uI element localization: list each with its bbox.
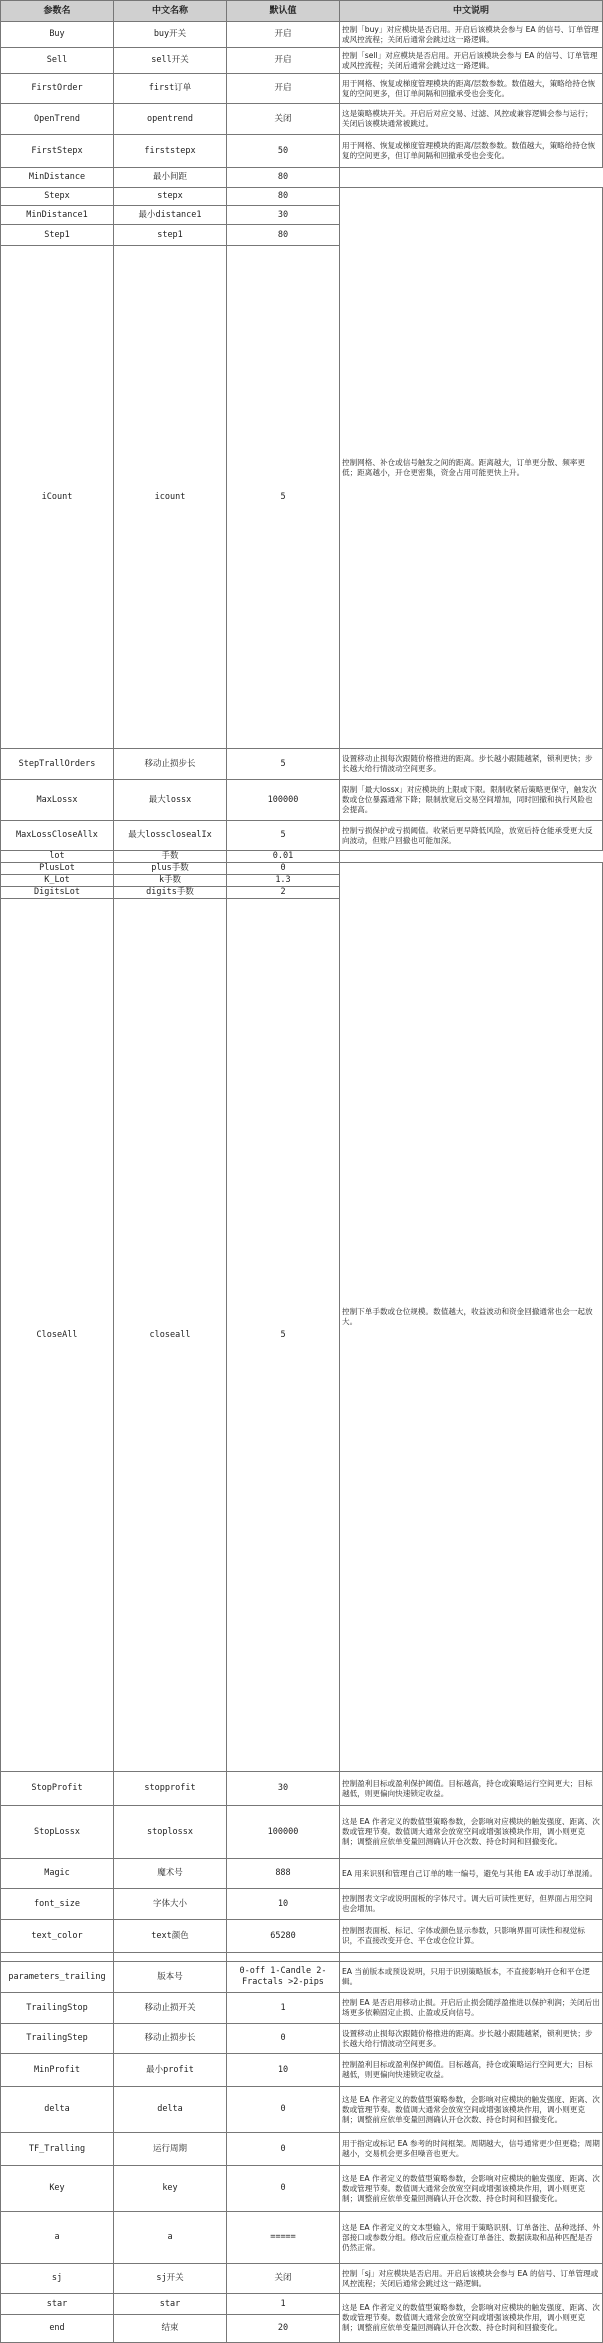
table-row [1, 2087, 603, 2133]
header-row [1, 1, 603, 22]
default-value-cell: 1 [227, 1993, 340, 2024]
default-value-cell: 1 [227, 2294, 340, 2315]
table-row [1, 2054, 603, 2087]
param-name-cell: Sell [1, 48, 114, 74]
param-name-cell: StopProfit [1, 1772, 114, 1806]
default-value-cell: 30 [227, 206, 340, 225]
chinese-name-cell: star [114, 2294, 227, 2315]
param-name-cell: PlusLot [1, 863, 114, 875]
description-cell: 控制网格、补仓或信号触发之间的距离。距离越大，订单更分散、频率更低；距离越小，开仓更密集，资金占用可能更快上升。 [340, 188, 603, 749]
chinese-name-cell: sj开关 [114, 2264, 227, 2294]
chinese-name-cell: buy开关 [114, 22, 227, 48]
chinese-name-cell: delta [114, 2087, 227, 2133]
description-cell: 用于网格、恢复或梯度管理模块的距离/层数参数。数值越大，策略给持仓恢复的空间更多，但订单间隔和回撤承受也会变化。 [340, 74, 603, 104]
default-value-cell: 0 [227, 2024, 340, 2054]
param-name-cell: MinProfit [1, 2054, 114, 2087]
param-name-cell: end [1, 2315, 114, 2343]
param-name-cell: a [1, 2212, 114, 2264]
description-cell: 这是 EA 作者定义的数值型策略参数，会影响对应模块的触发强度、距离、次数或管理节奏。数值调大通常会放宽空间或增强该模块作用，调小则更克制；调整前应依单变量回测确认开仓次数、持仓时间和回撤变化。 [340, 2166, 603, 2212]
param-name-cell: Magic [1, 1859, 114, 1889]
default-value-cell: 开启 [227, 48, 340, 74]
table-row [1, 1889, 603, 1920]
header-chinese-name: 中文名称 [114, 1, 227, 22]
chinese-name-cell: 结束 [114, 2315, 227, 2343]
param-name-cell: lot [1, 851, 114, 863]
table-row [1, 2166, 603, 2212]
chinese-name-cell: opentrend [114, 104, 227, 135]
param-name-cell: delta [1, 2087, 114, 2133]
default-value-cell: 0 [227, 2087, 340, 2133]
param-name-cell: StopLossx [1, 1806, 114, 1859]
description-cell: 设置移动止损每次跟随价格推进的距离。步长越小跟随越紧，锁利更快；步长越大给行情波动空间更多。 [340, 749, 603, 780]
param-name-cell: CloseAll [1, 899, 114, 1772]
header-default-value: 默认值 [227, 1, 340, 22]
table-row [1, 2133, 603, 2166]
param-name-cell: MaxLossx [1, 780, 114, 821]
description-cell: 这是 EA 作者定义的数值型策略参数，会影响对应模块的触发强度、距离、次数或管理节奏。数值调大通常会放宽空间或增强该模块作用，调小则更克制；调整前应依单变量回测确认开仓次数、持仓时间和回撤变化。 [340, 1806, 603, 1859]
default-value-cell [227, 1953, 340, 1962]
chinese-name-cell: key [114, 2166, 227, 2212]
default-value-cell: 100000 [227, 780, 340, 821]
default-value-cell: 10 [227, 1889, 340, 1920]
table-row [1, 188, 603, 206]
table-row [1, 1920, 603, 1953]
chinese-name-cell: stepx [114, 188, 227, 206]
default-value-cell: ===== [227, 2212, 340, 2264]
param-name-cell: K_Lot [1, 875, 114, 887]
chinese-name-cell: k手数 [114, 875, 227, 887]
param-name-cell: text_color [1, 1920, 114, 1953]
chinese-name-cell: firststepx [114, 135, 227, 168]
description-cell: 用于指定或标记 EA 参考的时间框架。周期越大，信号通常更少但更稳；周期越小，交易机会更多但噪音也更大。 [340, 2133, 603, 2166]
param-name-cell: iCount [1, 246, 114, 749]
description-cell: 这是 EA 作者定义的文本型输入，常用于策略识别、订单备注、品种选择、外部接口或参数分组。修改后应重点检查订单备注、数据读取和品种匹配是否仍然正常。 [340, 2212, 603, 2264]
chinese-name-cell: plus手数 [114, 863, 227, 875]
default-value-cell: 80 [227, 188, 340, 206]
chinese-name-cell: 最大lossx [114, 780, 227, 821]
param-name-cell: parameters_trailing [1, 1962, 114, 1993]
param-name-cell [1, 1953, 114, 1962]
description-cell: 限制「最大lossx」对应模块的上限或下限。限制收紧后策略更保守，触发次数或仓位暴露通常下降；限制放宽后交易空间增加，同时回撤和执行风险也会提高。 [340, 780, 603, 821]
chinese-name-cell: 魔术号 [114, 1859, 227, 1889]
param-name-cell: MinDistance1 [1, 206, 114, 225]
table-row [1, 74, 603, 104]
description-cell: 这是 EA 作者定义的数值型策略参数，会影响对应模块的触发强度、距离、次数或管理节奏。数值调大通常会放宽空间或增强该模块作用，调小则更克制；调整前应依单变量回测确认开仓次数、持仓时间和回撤变化。 [340, 2294, 603, 2343]
chinese-name-cell: stoplossx [114, 1806, 227, 1859]
default-value-cell: 0 [227, 2133, 340, 2166]
param-name-cell: TrailingStop [1, 1993, 114, 2024]
description-cell: 控制图表面板、标记、字体或颜色显示参数，只影响界面可读性和视觉标识，不直接改变开仓、平仓或仓位计算。 [340, 1920, 603, 1953]
description-cell: EA 当前版本或预设说明，只用于识别策略版本，不直接影响开仓和平仓逻辑。 [340, 1962, 603, 1993]
table-row [1, 1859, 603, 1889]
default-value-cell: 0.01 [227, 851, 340, 863]
description-cell: EA 用来识别和管理自己订单的唯一编号，避免与其他 EA 或手动订单混淆。 [340, 1859, 603, 1889]
chinese-name-cell: text颜色 [114, 1920, 227, 1953]
chinese-name-cell: 移动止损步长 [114, 749, 227, 780]
default-value-cell: 65280 [227, 1920, 340, 1953]
default-value-cell: 5 [227, 246, 340, 749]
chinese-name-cell: 移动止损开关 [114, 1993, 227, 2024]
param-name-cell: FirstOrder [1, 74, 114, 104]
description-cell: 控制下单手数或仓位规模。数值越大，收益波动和资金回撤通常也会一起放大。 [340, 863, 603, 1772]
default-value-cell: 5 [227, 749, 340, 780]
param-name-cell: TrailingStep [1, 2024, 114, 2054]
default-value-cell: 20 [227, 2315, 340, 2343]
chinese-name-cell: first订单 [114, 74, 227, 104]
table-row [1, 2212, 603, 2264]
param-name-cell: Stepx [1, 188, 114, 206]
chinese-name-cell: icount [114, 246, 227, 749]
table-row [1, 1993, 603, 2024]
param-name-cell: OpenTrend [1, 104, 114, 135]
param-name-cell: font_size [1, 1889, 114, 1920]
default-value-cell: 888 [227, 1859, 340, 1889]
table-row [1, 780, 603, 821]
table-row [1, 1962, 603, 1993]
chinese-name-cell: a [114, 2212, 227, 2264]
default-value-cell: 关闭 [227, 2264, 340, 2294]
default-value-cell: 10 [227, 2054, 340, 2087]
default-value-cell: 80 [227, 168, 340, 188]
chinese-name-cell: 运行周期 [114, 2133, 227, 2166]
chinese-name-cell: 手数 [114, 851, 227, 863]
chinese-name-cell: 字体大小 [114, 1889, 227, 1920]
table-row [1, 22, 603, 48]
default-value-cell: 1.3 [227, 875, 340, 887]
chinese-name-cell [114, 1953, 227, 1962]
description-cell: 控制 EA 是否启用移动止损。开启后止损会随浮盈推进以保护利润；关闭后出场更多依赖固定止损、止盈或反向信号。 [340, 1993, 603, 2024]
default-value-cell: 0 [227, 863, 340, 875]
default-value-cell: 50 [227, 135, 340, 168]
chinese-name-cell: 最小间距 [114, 168, 227, 188]
default-value-cell: 100000 [227, 1806, 340, 1859]
description-cell: 用于网格、恢复或梯度管理模块的距离/层数参数。数值越大，策略给持仓恢复的空间更多，但订单间隔和回撤承受也会变化。 [340, 135, 603, 168]
default-value-cell: 30 [227, 1772, 340, 1806]
param-name-cell: Buy [1, 22, 114, 48]
chinese-name-cell: 最小profit [114, 2054, 227, 2087]
table-row [1, 863, 603, 875]
description-cell: 控制盈利目标或盈利保护阈值。目标越高，持仓或策略运行空间更大；目标越低，则更偏向快速锁定收益。 [340, 2054, 603, 2087]
header-param-name: 参数名 [1, 1, 114, 22]
param-name-cell: FirstStepx [1, 135, 114, 168]
default-value-cell: 5 [227, 899, 340, 1772]
default-value-cell: 5 [227, 821, 340, 851]
param-name-cell: sj [1, 2264, 114, 2294]
description-cell: 控制图表文字或说明面板的字体尺寸。调大后可读性更好，但界面占用空间也会增加。 [340, 1889, 603, 1920]
table-row [1, 821, 603, 851]
param-name-cell: StepTrallOrders [1, 749, 114, 780]
default-value-cell: 开启 [227, 22, 340, 48]
chinese-name-cell: 移动止损步长 [114, 2024, 227, 2054]
table-row [1, 48, 603, 74]
table-row [1, 1772, 603, 1806]
description-cell [340, 1953, 603, 1962]
description-cell: 控制亏损保护或亏损阈值。收紧后更早降低风险，放宽后持仓能承受更大反向波动，但账户回撤也可能加深。 [340, 821, 603, 851]
chinese-name-cell: step1 [114, 225, 227, 246]
table-row [1, 104, 603, 135]
param-name-cell: MinDistance [1, 168, 114, 188]
default-value-cell: 0-off 1-Candle 2-Fractals >2-pips [227, 1962, 340, 1993]
param-name-cell: MaxLossCloseAllx [1, 821, 114, 851]
table-row [1, 1953, 603, 1962]
default-value-cell: 开启 [227, 74, 340, 104]
table-row [1, 749, 603, 780]
table-row [1, 168, 603, 188]
description-cell: 控制盈利目标或盈利保护阈值。目标越高，持仓或策略运行空间更大；目标越低，则更偏向快速锁定收益。 [340, 1772, 603, 1806]
default-value-cell: 关闭 [227, 104, 340, 135]
chinese-name-cell: sell开关 [114, 48, 227, 74]
param-name-cell: star [1, 2294, 114, 2315]
description-cell: 这是 EA 作者定义的数值型策略参数，会影响对应模块的触发强度、距离、次数或管理节奏。数值调大通常会放宽空间或增强该模块作用，调小则更克制；调整前应依单变量回测确认开仓次数、持仓时间和回撤变化。 [340, 2087, 603, 2133]
description-cell: 控制「buy」对应模块是否启用。开启后该模块会参与 EA 的信号、订单管理或风控流程；关闭后通常会跳过这一路逻辑。 [340, 22, 603, 48]
default-value-cell: 2 [227, 887, 340, 899]
table-row [1, 1806, 603, 1859]
param-name-cell: DigitsLot [1, 887, 114, 899]
chinese-name-cell: 版本号 [114, 1962, 227, 1993]
table-row [1, 851, 603, 863]
table-row [1, 2294, 603, 2315]
table-row [1, 2024, 603, 2054]
table-row [1, 135, 603, 168]
param-name-cell: Step1 [1, 225, 114, 246]
chinese-name-cell: digits手数 [114, 887, 227, 899]
description-cell: 设置移动止损每次跟随价格推进的距离。步长越小跟随越紧，锁利更快；步长越大给行情波动空间更多。 [340, 2024, 603, 2054]
description-cell: 控制「sj」对应模块是否启用。开启后该模块会参与 EA 的信号、订单管理或风控流程；关闭后通常会跳过这一路逻辑。 [340, 2264, 603, 2294]
description-cell: 控制「sell」对应模块是否启用。开启后该模块会参与 EA 的信号、订单管理或风控流程；关闭后通常会跳过这一路逻辑。 [340, 48, 603, 74]
chinese-name-cell: closeall [114, 899, 227, 1772]
default-value-cell: 80 [227, 225, 340, 246]
header-description: 中文说明 [340, 1, 603, 22]
chinese-name-cell: stopprofit [114, 1772, 227, 1806]
chinese-name-cell: 最大lossclosealIx [114, 821, 227, 851]
table-row [1, 2264, 603, 2294]
chinese-name-cell: 最小distance1 [114, 206, 227, 225]
param-name-cell: Key [1, 2166, 114, 2212]
description-cell: 这是策略模块开关。开启后对应交易、过滤、风控或兼容逻辑会参与运行；关闭后该模块通常被跳过。 [340, 104, 603, 135]
default-value-cell: 0 [227, 2166, 340, 2212]
param-name-cell: TF_Tralling [1, 2133, 114, 2166]
table-body [1, 22, 603, 2343]
